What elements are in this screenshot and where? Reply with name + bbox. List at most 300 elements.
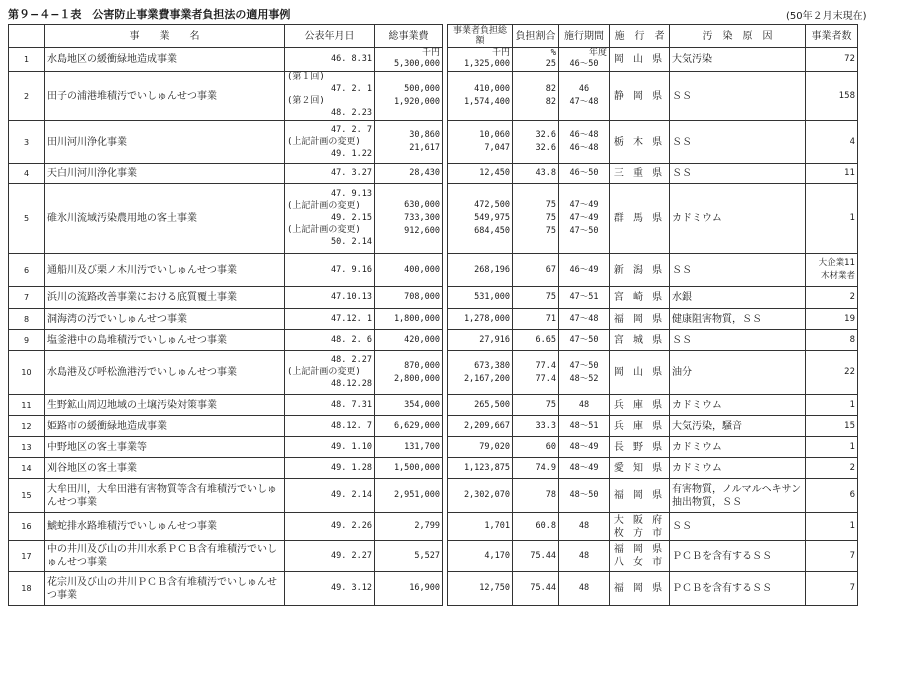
header-row [9,25,858,48]
business-count: 2 [806,287,858,309]
executing-body: 兵 庫 県 [610,395,670,416]
table-row [9,121,858,164]
business-count: 大企業11 木材業者 [806,254,858,287]
business-count: 6 [806,479,858,513]
burden-line: 1,325,000 [463,58,510,69]
executing-body: 宮 城 県 [610,330,670,351]
table-row [9,164,858,184]
total-cost [375,437,443,458]
announcement-date [285,395,375,416]
date-line: 47. 2. 1 [331,84,372,94]
executing-body: 静 岡 県 [610,72,670,121]
date-line: (上記計画の変更) [287,201,361,211]
date-line: (上記計画の変更) [287,367,361,377]
table-title: 第９−４−１表 公害防止事業費事業者負担法の適用事例 [8,8,291,21]
project-name: 天白川河川浄化事業 [45,164,285,184]
table-row [9,184,858,254]
period-line: 48 [578,521,590,531]
implementation-period [559,254,610,287]
total-cost [375,416,443,437]
pollution-cause: 大気汚染 [670,48,806,72]
burden-line: 472,500 [474,200,510,210]
col-cause: 汚 染 原 因 [670,25,806,48]
ratio-line: 77.4 [535,360,556,371]
total-cost-line: 5,527 [414,550,440,561]
business-count: 4 [806,121,858,164]
total-cost [375,309,443,330]
date-line: 47.12. 1 [331,313,372,324]
total-cost [375,541,443,572]
executing-body: 群 馬 県 [610,184,670,254]
ratio-line: 33.3 [535,420,556,431]
burden-amount [448,458,513,479]
project-name: 水島港及び呼松漁港汚でいしゅんせつ事業 [45,351,285,395]
executing-body: 栃 木 県 [610,121,670,164]
total-cost [375,513,443,541]
business-count: 15 [806,416,858,437]
announcement-date [285,330,375,351]
announcement-date [285,72,375,121]
burden-line: 1,701 [484,521,510,531]
row-number: 15 [9,479,45,513]
table-row [9,72,858,121]
row-number: 12 [9,416,45,437]
total-cost-line: 1,800,000 [393,313,440,324]
period-line: 48〜49 [569,462,599,473]
implementation-period [559,72,610,121]
date-line: (第２回) [287,96,325,106]
period-line: 48〜51 [569,420,599,431]
total-cost [375,479,443,513]
table-row [9,309,858,330]
total-cost-line: 21,617 [409,143,440,153]
total-cost [375,287,443,309]
ratio-line: 71 [545,313,556,324]
ratio-line: 82 [545,84,556,94]
business-count: 8 [806,330,858,351]
business-count: 1 [806,513,858,541]
pollution-cause: 油分 [670,351,806,395]
period-line: 47〜51 [569,292,599,302]
pollution-cause: カドミウム [670,458,806,479]
ratio-line: 6.65 [535,334,556,345]
period-line: 47〜50 [569,334,599,345]
burden-ratio [513,287,559,309]
total-cost-line: 500,000 [404,84,440,94]
burden-amount [448,541,513,572]
pollution-cause: カドミウム [670,437,806,458]
business-count: 7 [806,541,858,572]
period-line: 48〜49 [569,441,599,452]
business-count: 19 [806,309,858,330]
table-row [9,458,858,479]
as-of-note: (50年２月末現在) [786,11,867,22]
ratio-line: 60 [545,441,556,452]
burden-line: 549,975 [474,213,510,223]
row-number: 4 [9,164,45,184]
total-cost-line: 1,920,000 [393,97,440,107]
burden-ratio [513,458,559,479]
ratio-line: 75.44 [530,583,556,593]
period-line: 47〜48 [569,97,599,107]
col-date: 公表年月日 [285,25,375,48]
date-line: 48.12.28 [331,379,372,389]
burden-ratio [513,437,559,458]
burden-line: 684,450 [474,226,510,236]
burden-ratio [513,513,559,541]
announcement-date [285,541,375,572]
burden-line: 531,000 [474,292,510,302]
executing-body: 福 岡 県 [610,479,670,513]
burden-ratio [513,416,559,437]
burden-line: 1,123,875 [463,462,510,473]
announcement-date [285,351,375,395]
announcement-date [285,458,375,479]
total-cost-line: 6,629,000 [393,420,440,431]
project-name: 碓氷川流域汚染農用地の客土事業 [45,184,285,254]
burden-line: 2,209,667 [463,420,510,431]
row-number: 2 [9,72,45,121]
burden-amount [448,479,513,513]
period-line: 46 [578,84,590,94]
total-cost-line: 870,000 [404,360,440,371]
row-number: 10 [9,351,45,395]
period-line: 47〜49 [569,213,599,223]
announcement-date [285,287,375,309]
total-cost-line: 2,799 [414,521,440,531]
executing-body: 三 重 県 [610,164,670,184]
date-line: 49. 3.12 [331,583,372,593]
implementation-period [559,437,610,458]
total-cost-line: 131,700 [404,441,440,452]
ratio-line: 60.8 [535,521,556,531]
period-line: 47〜49 [569,200,599,210]
date-line: (第１回) [287,72,325,82]
pollution-cause: 有害物質，ノルマルヘキサン抽出物質，ＳＳ [670,479,806,513]
burden-amount [448,416,513,437]
burden-amount [448,254,513,287]
period-line: 48〜50 [569,490,599,500]
project-name: 水島地区の緩衝緑地造成事業 [45,48,285,72]
executing-body: 岡 山 県 [610,48,670,72]
implementation-period [559,479,610,513]
implementation-period [559,458,610,479]
executing-body: 新 潟 県 [610,254,670,287]
burden-line: 268,196 [474,264,510,275]
project-name: 通船川及び栗ノ木川汚でいしゅんせつ事業 [45,254,285,287]
business-count: 2 [806,458,858,479]
burden-ratio [513,330,559,351]
burden-amount [448,164,513,184]
row-number: 17 [9,541,45,572]
burden-ratio [513,184,559,254]
row-number: 11 [9,395,45,416]
executing-body: 岡 山 県 [610,351,670,395]
col-count: 事業者数 [806,25,858,48]
ratio-line: 75 [545,292,556,302]
implementation-period [559,330,610,351]
row-number: 5 [9,184,45,254]
unit-label: 千円 [421,47,440,58]
total-cost-line: 30,860 [409,130,440,140]
period-line: 46〜48 [569,143,599,153]
date-line: 49. 2.15 [331,213,372,223]
implementation-period [559,164,610,184]
date-line: 48. 2.27 [331,355,372,365]
business-count: 72 [806,48,858,72]
project-name: 中野地区の客土事業等 [45,437,285,458]
period-line: 48 [578,583,590,593]
table-row [9,416,858,437]
announcement-date [285,164,375,184]
period-line: 46〜49 [569,264,599,275]
burden-line: 265,500 [474,399,510,410]
burden-ratio [513,351,559,395]
announcement-date [285,184,375,254]
ratio-line: 82 [545,97,556,107]
ratio-line: 75 [545,200,556,210]
ratio-line: 77.4 [535,373,556,384]
col-period: 施行期間 [559,25,610,48]
ratio-line: 75 [545,226,556,236]
date-line: 49. 2.27 [331,550,372,561]
row-number: 16 [9,513,45,541]
row-number: 7 [9,287,45,309]
table-row [9,395,858,416]
burden-ratio [513,572,559,606]
col-total: 総事業費 [375,25,443,48]
burden-ratio [513,479,559,513]
pollution-cause: 大気汚染，騒音 [670,416,806,437]
burden-amount [448,395,513,416]
total-cost-line: 16,900 [409,583,440,593]
pollution-cause: ＰＣＢを含有するＳＳ [670,541,806,572]
business-count: 1 [806,184,858,254]
project-name: 塩釜港中の島堆積汚でいしゅんせつ事業 [45,330,285,351]
date-line: (上記計画の変更) [287,136,361,147]
table-row [9,513,858,541]
ratio-line: 43.8 [535,168,556,178]
executing-body: 福 岡 県 [610,309,670,330]
announcement-date [285,48,375,72]
burden-line: 7,047 [484,143,510,153]
business-count: 11 [806,164,858,184]
ratio-line: 75.44 [530,550,556,561]
executing-body: 福 岡 県 八 女 市 [610,541,670,572]
pollution-cause: ＳＳ [670,254,806,287]
pollution-cause: ＳＳ [670,121,806,164]
row-number: 8 [9,309,45,330]
implementation-period [559,184,610,254]
burden-line: 4,170 [484,550,510,561]
date-line: 48. 2.23 [331,108,372,118]
burden-amount [448,287,513,309]
announcement-date [285,416,375,437]
ratio-line: 75 [545,213,556,223]
project-name: 浜川の流路改善事業における底質覆土事業 [45,287,285,309]
project-name: 花宗川及び山の井川ＰＣＢ含有堆積汚でいしゅんせつ事業 [45,572,285,606]
row-number: 3 [9,121,45,164]
project-name: 刈谷地区の客土事業 [45,458,285,479]
total-cost [375,458,443,479]
period-line: 46〜48 [569,130,599,140]
date-line: 50. 2.14 [331,237,372,247]
burden-line: 2,302,070 [463,490,510,500]
ratio-line: 67 [545,264,556,275]
implementation-period [559,121,610,164]
implementation-period [559,287,610,309]
total-cost-line: 2,951,000 [393,490,440,500]
date-line: 47.10.13 [331,292,372,302]
table-row [9,254,858,287]
announcement-date [285,479,375,513]
row-number: 13 [9,437,45,458]
period-line: 46〜50 [569,168,599,178]
pollution-cause: ＰＣＢを含有するＳＳ [670,572,806,606]
table-row [9,330,858,351]
date-line: 47. 3.27 [331,168,372,178]
burden-amount [448,572,513,606]
period-line: 48〜52 [569,373,599,384]
business-count: 1 [806,395,858,416]
pollution-cause: ＳＳ [670,164,806,184]
announcement-date [285,572,375,606]
executing-body: 宮 崎 県 [610,287,670,309]
burden-line: 10,060 [479,130,510,140]
burden-amount [448,351,513,395]
unit-label: 年度 [588,47,607,58]
ratio-line: 78 [545,490,556,500]
date-line: 46. 8.31 [331,54,372,64]
total-cost [375,72,443,121]
row-number: 14 [9,458,45,479]
pollution-cause: 水銀 [670,287,806,309]
project-name: 生野鉱山周辺地域の土壌汚染対策事業 [45,395,285,416]
burden-ratio [513,164,559,184]
col-exec: 施 行 者 [610,25,670,48]
total-cost-line: 630,000 [404,200,440,210]
executing-body: 長 野 県 [610,437,670,458]
ratio-line: 32.6 [535,143,556,153]
announcement-date [285,121,375,164]
date-line: (上記計画の変更) [287,225,361,235]
burden-ratio [513,395,559,416]
period-line: 47〜50 [569,226,599,236]
unit-label: 千円 [491,47,510,58]
table-row [9,479,858,513]
burden-amount [448,121,513,164]
row-number: 1 [9,48,45,72]
table-row [9,541,858,572]
total-cost-line: 912,600 [404,226,440,236]
table-row [9,48,858,72]
project-name: 田川河川浄化事業 [45,121,285,164]
burden-line: 1,278,000 [463,313,510,324]
burden-line: 79,020 [479,441,510,452]
col-ratio: 負担割合 [513,25,559,48]
pollution-cause: ＳＳ [670,513,806,541]
period-line: 46〜50 [569,58,599,69]
announcement-date [285,513,375,541]
total-cost [375,330,443,351]
period-line: 47〜50 [569,360,599,371]
implementation-period [559,309,610,330]
executing-body: 福 岡 県 [610,572,670,606]
burden-amount [448,48,513,72]
pollution-cause: 健康阻害物質，ＳＳ [670,309,806,330]
period-line: 48 [578,550,590,561]
col-no [9,25,45,48]
total-cost [375,395,443,416]
table-row [9,437,858,458]
total-cost [375,48,443,72]
total-cost [375,351,443,395]
pollution-cause: カドミウム [670,184,806,254]
executing-body: 兵 庫 県 [610,416,670,437]
pollution-cause: ＳＳ [670,72,806,121]
burden-line: 1,574,400 [463,97,510,107]
project-name: 鯱蛇排水路堆積汚でいしゅんせつ事業 [45,513,285,541]
executing-body: 大 阪 府 枚 方 市 [610,513,670,541]
burden-ratio [513,72,559,121]
implementation-period [559,572,610,606]
implementation-period [559,513,610,541]
total-cost [375,184,443,254]
business-count: 7 [806,572,858,606]
ratio-line: 74.9 [535,462,556,473]
burden-amount [448,309,513,330]
burden-line: 410,000 [474,84,510,94]
project-name: 中の井川及び山の井川水系ＰＣＢ含有堆積汚でいしゅんせつ事業 [45,541,285,572]
project-name: 姫路市の緩衝緑地造成事業 [45,416,285,437]
burden-amount [448,184,513,254]
burden-ratio [513,309,559,330]
date-line: 48. 7.31 [331,399,372,410]
total-cost-line: 1,500,000 [393,462,440,473]
unit-label: % [550,47,556,58]
row-number: 9 [9,330,45,351]
project-name: 大牟田川，大牟田港有害物質等含有堆積汚でいしゅんせつ事業 [45,479,285,513]
project-name: 洞海湾の汚でいしゅんせつ事業 [45,309,285,330]
date-line: 47. 9.13 [331,189,372,199]
burden-line: 2,167,200 [463,373,510,384]
burden-line: 27,916 [479,334,510,345]
table-row [9,351,858,395]
implementation-period [559,351,610,395]
date-line: 49. 2.14 [331,490,372,500]
implementation-period [559,48,610,72]
date-line: 48. 2. 6 [331,334,372,345]
total-cost-line: 2,800,000 [393,373,440,384]
total-cost [375,121,443,164]
row-number: 6 [9,254,45,287]
date-line: 48.12. 7 [331,420,372,431]
burden-amount [448,72,513,121]
row-number: 18 [9,572,45,606]
ratio-line: 25 [545,58,556,69]
total-cost-line: 733,300 [404,213,440,223]
table-row [9,287,858,309]
date-line: 49. 1.22 [331,148,372,159]
business-count: 1 [806,437,858,458]
burden-ratio [513,121,559,164]
burden-ratio [513,48,559,72]
date-line: 49. 1.28 [331,462,372,473]
total-cost-line: 354,000 [404,399,440,410]
total-cost [375,164,443,184]
pollution-cause: ＳＳ [670,330,806,351]
ratio-line: 75 [545,399,556,410]
